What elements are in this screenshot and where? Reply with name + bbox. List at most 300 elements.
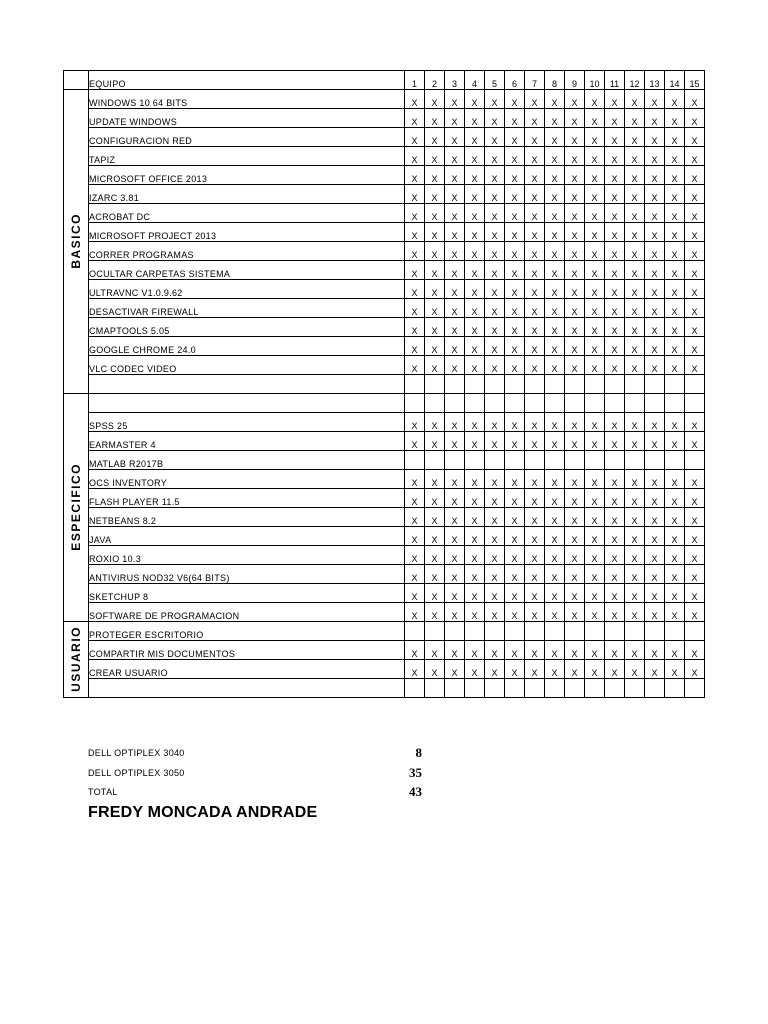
check-cell	[665, 375, 685, 394]
check-cell: X	[645, 660, 665, 679]
header-col-13: 13	[645, 71, 665, 90]
check-cell: X	[505, 147, 525, 166]
check-cell: X	[565, 356, 585, 375]
check-cell: X	[585, 584, 605, 603]
check-cell: X	[605, 527, 625, 546]
check-cell	[605, 394, 625, 413]
check-cell: X	[465, 299, 485, 318]
check-cell: X	[545, 261, 565, 280]
check-cell: X	[605, 109, 625, 128]
check-cell: X	[525, 90, 545, 109]
check-cell: X	[505, 508, 525, 527]
table-row	[64, 470, 705, 489]
header-col-6: 6	[505, 71, 525, 90]
row-label: SPSS 25	[89, 413, 405, 432]
check-cell: X	[605, 603, 625, 622]
check-cell: X	[625, 413, 645, 432]
check-cell: X	[525, 299, 545, 318]
check-cell: X	[505, 660, 525, 679]
check-cell: X	[425, 527, 445, 546]
check-cell: X	[525, 603, 545, 622]
row-label: WINDOWS 10 64 BITS	[89, 90, 405, 109]
check-cell: X	[425, 223, 445, 242]
check-cell: X	[605, 337, 625, 356]
check-cell: X	[425, 261, 445, 280]
check-cell: X	[605, 546, 625, 565]
check-cell: X	[465, 185, 485, 204]
check-cell: X	[565, 470, 585, 489]
check-cell: X	[605, 242, 625, 261]
check-cell: X	[645, 356, 665, 375]
check-cell: X	[405, 565, 425, 584]
check-cell	[485, 622, 505, 641]
check-cell	[565, 375, 585, 394]
check-cell	[445, 451, 465, 470]
check-cell: X	[685, 489, 705, 508]
check-cell: X	[605, 413, 625, 432]
row-label: ANTIVIRUS NOD32 V6(64 BITS)	[89, 565, 405, 584]
header-col-8: 8	[545, 71, 565, 90]
check-cell: X	[665, 565, 685, 584]
check-cell: X	[505, 128, 525, 147]
check-cell	[585, 622, 605, 641]
check-cell: X	[585, 147, 605, 166]
check-cell	[505, 679, 525, 698]
check-cell: X	[645, 432, 665, 451]
check-cell: X	[525, 660, 545, 679]
check-cell: X	[625, 299, 645, 318]
check-cell: X	[585, 280, 605, 299]
row-label: MATLAB R2017B	[89, 451, 405, 470]
check-cell: X	[545, 166, 565, 185]
table-row	[64, 622, 705, 641]
check-cell: X	[425, 185, 445, 204]
check-cell: X	[685, 204, 705, 223]
check-cell: X	[565, 261, 585, 280]
check-cell	[545, 622, 565, 641]
check-cell: X	[445, 318, 465, 337]
check-cell: X	[645, 603, 665, 622]
check-cell: X	[525, 413, 545, 432]
check-cell: X	[585, 432, 605, 451]
check-cell: X	[605, 185, 625, 204]
check-cell: X	[565, 128, 585, 147]
check-cell: X	[665, 603, 685, 622]
table-row	[64, 299, 705, 318]
check-cell	[625, 394, 645, 413]
check-cell: X	[605, 584, 625, 603]
check-cell: X	[585, 565, 605, 584]
check-cell: X	[465, 508, 485, 527]
check-cell: X	[485, 280, 505, 299]
check-cell: X	[425, 413, 445, 432]
check-cell: X	[685, 223, 705, 242]
section-especifico	[64, 394, 89, 622]
check-cell: X	[445, 584, 465, 603]
table-row	[64, 432, 705, 451]
check-cell: X	[465, 204, 485, 223]
check-cell: X	[645, 546, 665, 565]
check-cell: X	[405, 166, 425, 185]
check-cell: X	[445, 527, 465, 546]
row-label: CONFIGURACION RED	[89, 128, 405, 147]
table-row	[64, 356, 705, 375]
check-cell: X	[685, 546, 705, 565]
check-cell: X	[425, 603, 445, 622]
check-cell: X	[645, 508, 665, 527]
check-cell: X	[625, 470, 645, 489]
check-cell: X	[585, 223, 605, 242]
check-cell: X	[525, 489, 545, 508]
summary-label-total: TOTAL	[88, 787, 118, 797]
check-cell: X	[605, 470, 625, 489]
check-cell: X	[405, 242, 425, 261]
check-cell: X	[625, 432, 645, 451]
table-row	[64, 337, 705, 356]
check-cell: X	[445, 242, 465, 261]
check-cell: X	[585, 489, 605, 508]
check-cell: X	[645, 261, 665, 280]
check-cell: X	[565, 641, 585, 660]
table-row	[64, 546, 705, 565]
check-cell: X	[485, 508, 505, 527]
check-cell	[505, 394, 525, 413]
header-corner	[64, 71, 89, 90]
check-cell: X	[625, 128, 645, 147]
check-cell: X	[585, 603, 605, 622]
check-cell: X	[425, 109, 445, 128]
check-cell: X	[545, 660, 565, 679]
check-cell: X	[505, 584, 525, 603]
check-cell: X	[645, 109, 665, 128]
check-cell	[545, 679, 565, 698]
check-cell	[565, 451, 585, 470]
check-cell: X	[685, 356, 705, 375]
check-cell: X	[625, 489, 645, 508]
check-cell	[665, 451, 685, 470]
table-row	[64, 584, 705, 603]
check-cell: X	[625, 242, 645, 261]
check-cell: X	[585, 242, 605, 261]
check-cell: X	[685, 166, 705, 185]
check-cell: X	[445, 128, 465, 147]
check-cell: X	[485, 204, 505, 223]
check-cell: X	[505, 204, 525, 223]
check-cell: X	[425, 204, 445, 223]
check-cell: X	[485, 242, 505, 261]
row-label: FLASH PLAYER 11.5	[89, 489, 405, 508]
summary-label-3050: DELL OPTIPLEX 3050	[88, 768, 185, 778]
check-cell: X	[405, 280, 425, 299]
check-cell: X	[625, 508, 645, 527]
check-cell: X	[505, 90, 525, 109]
check-cell: X	[665, 489, 685, 508]
check-cell: X	[645, 166, 665, 185]
check-cell	[585, 451, 605, 470]
author-name: FREDY MONCADA ANDRADE	[88, 804, 318, 821]
table-row	[64, 451, 705, 470]
check-cell: X	[665, 90, 685, 109]
check-cell: X	[545, 413, 565, 432]
table-row	[64, 90, 705, 109]
check-cell: X	[545, 603, 565, 622]
check-cell: X	[545, 489, 565, 508]
check-cell	[605, 679, 625, 698]
check-cell: X	[625, 337, 645, 356]
check-cell: X	[685, 147, 705, 166]
check-cell: X	[565, 318, 585, 337]
check-cell: X	[405, 641, 425, 660]
check-cell: X	[665, 261, 685, 280]
row-label: CMAPTOOLS 5.05	[89, 318, 405, 337]
check-cell: X	[605, 280, 625, 299]
check-cell: X	[485, 546, 505, 565]
row-label: OCS INVENTORY	[89, 470, 405, 489]
check-cell	[465, 679, 485, 698]
check-cell	[565, 622, 585, 641]
check-cell	[445, 679, 465, 698]
check-cell: X	[525, 128, 545, 147]
row-label: EARMASTER 4	[89, 432, 405, 451]
check-cell: X	[545, 128, 565, 147]
check-cell: X	[505, 109, 525, 128]
row-label: OCULTAR CARPETAS SISTEMA	[89, 261, 405, 280]
check-cell: X	[485, 660, 505, 679]
row-label: TAPIZ	[89, 147, 405, 166]
check-cell: X	[425, 90, 445, 109]
check-cell: X	[685, 242, 705, 261]
check-cell: X	[585, 204, 605, 223]
check-cell: X	[405, 413, 425, 432]
check-cell: X	[445, 603, 465, 622]
check-cell: X	[505, 641, 525, 660]
check-cell: X	[585, 90, 605, 109]
table-body	[64, 71, 705, 698]
check-cell	[525, 451, 545, 470]
section-title: BASICO	[69, 212, 83, 269]
check-cell	[565, 679, 585, 698]
check-cell: X	[425, 660, 445, 679]
check-cell: X	[525, 242, 545, 261]
check-cell: X	[645, 318, 665, 337]
check-cell: X	[625, 546, 645, 565]
check-cell: X	[665, 470, 685, 489]
check-cell: X	[605, 489, 625, 508]
check-cell: X	[485, 337, 505, 356]
check-cell	[405, 375, 425, 394]
check-cell: X	[545, 90, 565, 109]
check-cell: X	[565, 603, 585, 622]
check-cell	[645, 375, 665, 394]
check-cell: X	[525, 185, 545, 204]
check-cell: X	[645, 584, 665, 603]
check-cell	[465, 622, 485, 641]
check-cell: X	[525, 109, 545, 128]
check-cell: X	[445, 280, 465, 299]
row-label: VLC CODEC VIDEO	[89, 356, 405, 375]
check-cell	[445, 375, 465, 394]
check-cell: X	[585, 527, 605, 546]
check-cell	[425, 375, 445, 394]
check-cell: X	[685, 318, 705, 337]
check-cell: X	[545, 584, 565, 603]
check-cell: X	[405, 489, 425, 508]
check-cell: X	[505, 413, 525, 432]
check-cell: X	[525, 356, 545, 375]
row-label: ULTRAVNC V1.0.9.62	[89, 280, 405, 299]
check-cell: X	[685, 185, 705, 204]
check-cell: X	[625, 223, 645, 242]
row-label: COMPARTIR MIS DOCUMENTOS	[89, 641, 405, 660]
row-label: PROTEGER ESCRITORIO	[89, 622, 405, 641]
header-col-2: 2	[425, 71, 445, 90]
check-cell: X	[545, 318, 565, 337]
check-cell	[665, 394, 685, 413]
check-cell: X	[585, 508, 605, 527]
check-cell: X	[405, 204, 425, 223]
check-cell: X	[445, 565, 465, 584]
check-cell: X	[625, 356, 645, 375]
table-row	[64, 223, 705, 242]
check-cell: X	[645, 299, 665, 318]
check-cell	[625, 375, 645, 394]
check-cell: X	[605, 90, 625, 109]
check-cell: X	[585, 413, 605, 432]
check-cell: X	[505, 223, 525, 242]
check-cell: X	[405, 603, 425, 622]
table-row	[64, 394, 705, 413]
check-cell: X	[565, 223, 585, 242]
check-cell: X	[585, 546, 605, 565]
check-cell	[605, 375, 625, 394]
check-cell: X	[525, 223, 545, 242]
check-cell: X	[605, 223, 625, 242]
check-cell: X	[565, 204, 585, 223]
check-cell: X	[405, 318, 425, 337]
check-cell: X	[485, 261, 505, 280]
check-cell	[685, 375, 705, 394]
check-cell: X	[505, 185, 525, 204]
check-cell: X	[565, 299, 585, 318]
check-cell: X	[625, 584, 645, 603]
check-cell: X	[505, 565, 525, 584]
check-cell: X	[405, 261, 425, 280]
check-cell: X	[525, 584, 545, 603]
check-cell: X	[445, 660, 465, 679]
check-cell: X	[425, 565, 445, 584]
check-cell: X	[685, 584, 705, 603]
check-cell: X	[425, 546, 445, 565]
check-cell: X	[545, 641, 565, 660]
header-col-1: 1	[405, 71, 425, 90]
check-cell: X	[565, 147, 585, 166]
check-cell: X	[545, 280, 565, 299]
check-cell	[485, 394, 505, 413]
check-cell: X	[605, 166, 625, 185]
header-col-15: 15	[685, 71, 705, 90]
header-col-5: 5	[485, 71, 505, 90]
section-basico	[64, 90, 89, 394]
check-cell: X	[405, 299, 425, 318]
check-cell: X	[545, 185, 565, 204]
check-cell: X	[665, 185, 685, 204]
check-cell: X	[665, 546, 685, 565]
check-cell: X	[625, 185, 645, 204]
row-label: IZARC 3.81	[89, 185, 405, 204]
check-cell	[405, 451, 425, 470]
header-col-3: 3	[445, 71, 465, 90]
check-cell: X	[445, 109, 465, 128]
check-cell: X	[585, 318, 605, 337]
check-cell: X	[405, 584, 425, 603]
section-title: ESPECIFICO	[69, 462, 83, 551]
check-cell	[545, 451, 565, 470]
check-cell	[485, 451, 505, 470]
row-label: MICROSOFT PROJECT 2013	[89, 223, 405, 242]
check-cell: X	[465, 584, 485, 603]
check-cell: X	[685, 527, 705, 546]
check-cell: X	[485, 223, 505, 242]
check-cell: X	[565, 185, 585, 204]
check-cell	[445, 622, 465, 641]
check-cell	[545, 375, 565, 394]
check-cell: X	[525, 527, 545, 546]
check-cell: X	[645, 337, 665, 356]
check-cell	[625, 451, 645, 470]
check-cell	[585, 679, 605, 698]
table-row	[64, 660, 705, 679]
check-cell: X	[605, 565, 625, 584]
check-cell: X	[425, 584, 445, 603]
row-label	[89, 394, 405, 413]
check-cell	[505, 622, 525, 641]
table-row	[64, 527, 705, 546]
check-cell: X	[465, 603, 485, 622]
check-cell: X	[625, 280, 645, 299]
check-cell: X	[585, 166, 605, 185]
check-cell: X	[425, 641, 445, 660]
check-cell: X	[485, 584, 505, 603]
table-row	[64, 261, 705, 280]
check-cell: X	[645, 565, 665, 584]
check-cell: X	[525, 318, 545, 337]
check-cell: X	[565, 337, 585, 356]
check-cell: X	[405, 128, 425, 147]
check-cell: X	[485, 641, 505, 660]
check-cell	[485, 375, 505, 394]
check-cell: X	[445, 508, 465, 527]
check-cell: X	[445, 166, 465, 185]
check-cell: X	[485, 109, 505, 128]
check-cell: X	[525, 508, 545, 527]
check-cell: X	[405, 546, 425, 565]
table-row	[64, 109, 705, 128]
table-row	[64, 603, 705, 622]
check-cell: X	[505, 299, 525, 318]
check-cell: X	[405, 90, 425, 109]
header-col-11: 11	[605, 71, 625, 90]
check-cell: X	[525, 280, 545, 299]
table-row	[64, 641, 705, 660]
check-cell: X	[485, 432, 505, 451]
check-cell	[685, 622, 705, 641]
check-cell: X	[505, 470, 525, 489]
check-cell: X	[665, 223, 685, 242]
row-label: DESACTIVAR FIREWALL	[89, 299, 405, 318]
table-row	[64, 375, 705, 394]
check-cell: X	[645, 527, 665, 546]
check-cell: X	[545, 432, 565, 451]
